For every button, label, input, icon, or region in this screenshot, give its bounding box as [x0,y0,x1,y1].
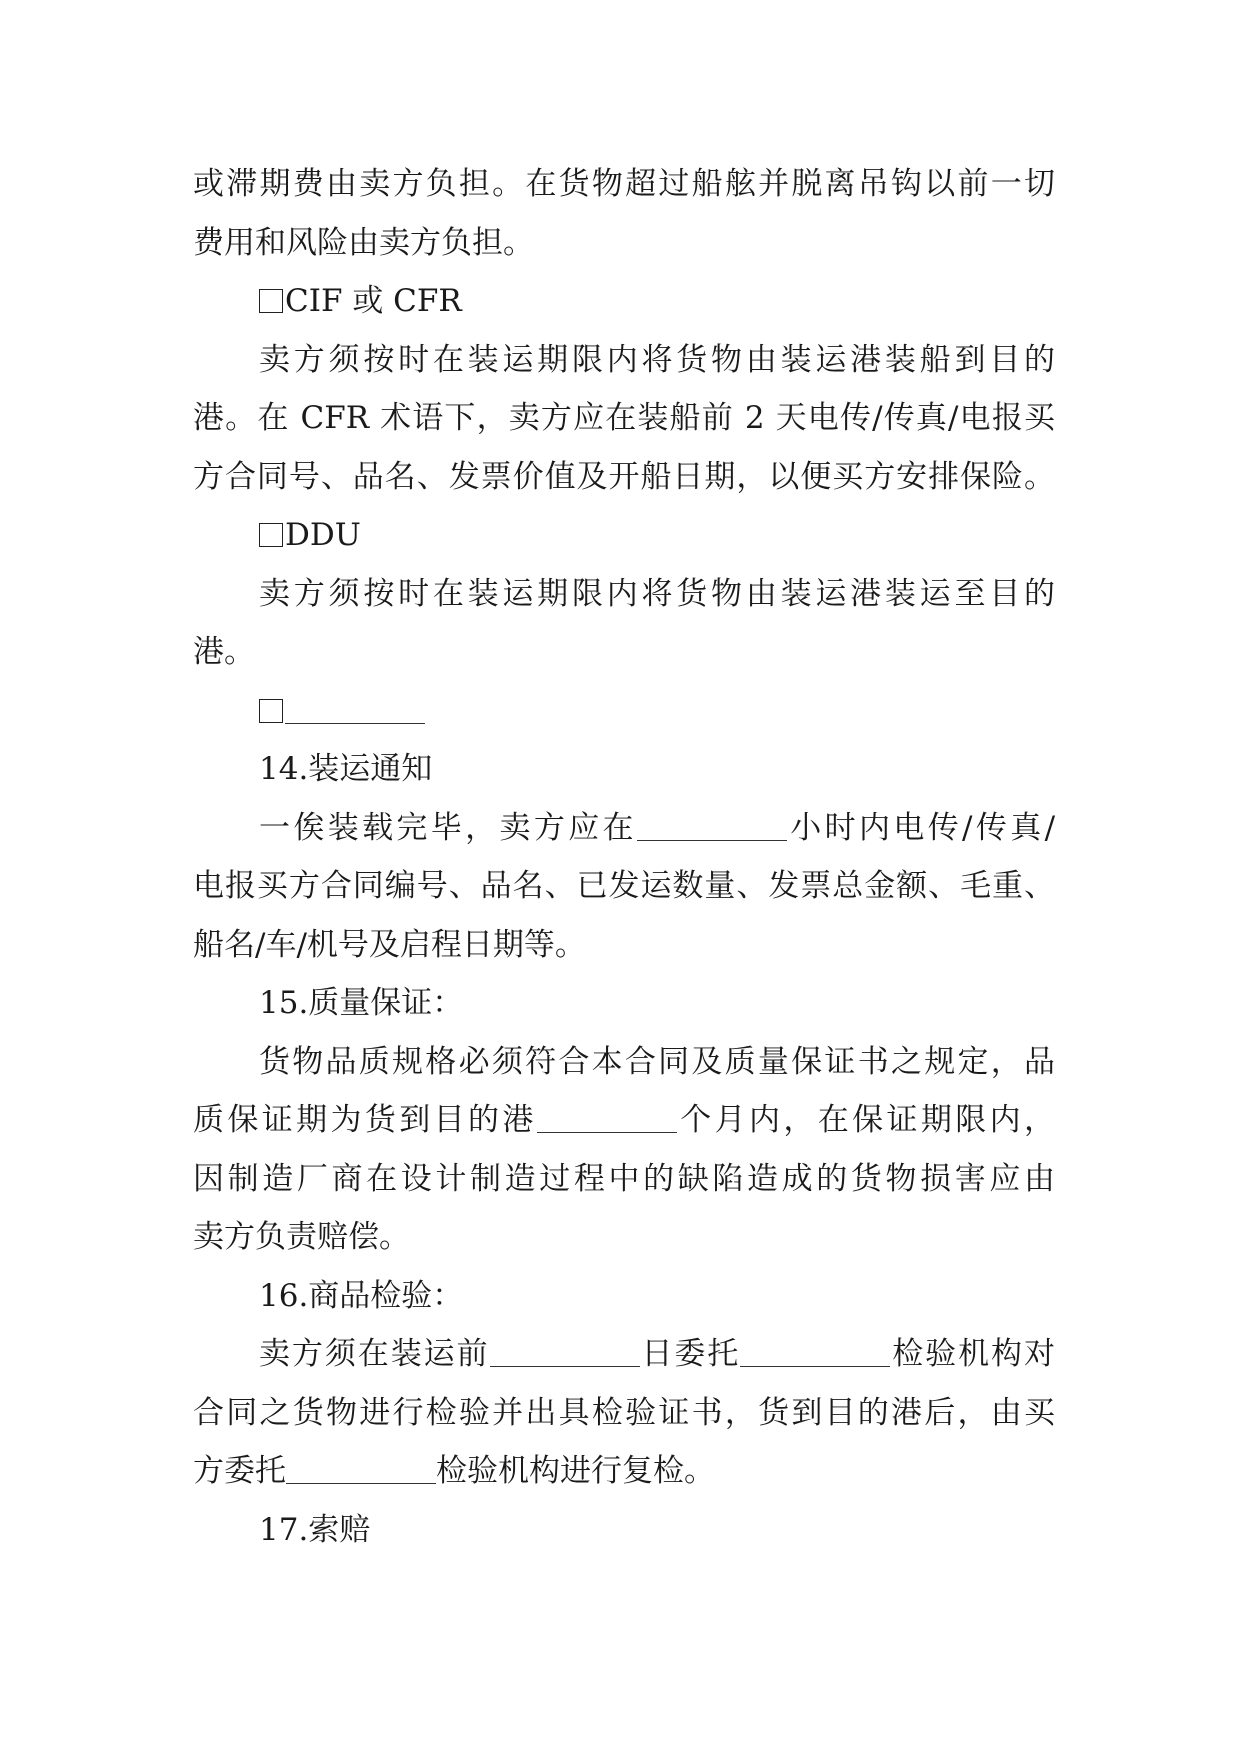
text-segment: 方委托 [193,1453,286,1489]
checkbox-label: CIF 或 CFR [285,283,462,319]
text-segment: 质保证期为货到目的港 [193,1102,537,1138]
text-line [193,1091,1055,1150]
text-line: 卖方负责赔偿。 [193,1219,410,1255]
checkbox-icon[interactable] [259,523,283,547]
section-heading: 14.装运通知 [259,751,433,787]
text-segment: 检验机构对 [890,1336,1055,1372]
text-line [193,1442,1055,1501]
document-page [193,155,1055,1559]
fill-in-blank[interactable] [490,1332,640,1367]
fill-in-blank[interactable] [285,689,425,724]
checkbox-icon[interactable] [259,699,283,723]
text-segment: 日委托 [639,1336,741,1372]
checkbox-icon[interactable] [259,289,283,313]
checkbox-option-ddu[interactable] [193,506,1055,565]
checkbox-option-other[interactable] [193,682,1055,741]
fill-in-blank[interactable] [537,1098,677,1133]
fill-in-blank[interactable] [286,1449,436,1484]
text-line: 卖方须按时在装运期限内将货物由装运港装运至目的 [259,575,1055,612]
text-line: 费用和风险由卖方负担。 [193,224,534,261]
text-segment: 小时内电传/传真/ [786,809,1055,846]
text-line: 货物品质规格必须符合本合同及质量保证书之规定，品 [259,1043,1055,1080]
section-heading: 15.质量保证： [259,985,464,1021]
text-line: 方合同号、品名、发票价值及开船日期，以便买方安排保险。 [193,458,1055,495]
text-line: 船名/车/机号及启程日期等。 [193,926,586,963]
text-line: 或滞期费由卖方负担。在货物超过船舷并脱离吊钩以前一切 [193,166,1055,202]
fill-in-blank[interactable] [637,806,787,841]
text-line: 电报买方合同编号、品名、已发运数量、发票总金额、毛重、 [193,868,1055,904]
section-heading: 16.商品检验： [259,1277,464,1314]
section-heading: 17.索赔 [259,1511,371,1548]
text-line: 合同之货物进行检验并出具检验证书，货到目的港后，由买 [193,1394,1055,1431]
text-segment: 个月内，在保证期限内， [676,1102,1055,1138]
text-line: 卖方须按时在装运期限内将货物由装运港装船到目的 [259,341,1055,378]
text-line [193,1325,1055,1384]
text-line: 港。在 CFR 术语下，卖方应在装船前 2 天电传/传真/电报买 [193,400,1055,436]
text-line: 因制造厂商在设计制造过程中的缺陷造成的货物损害应由 [193,1160,1055,1197]
text-segment: 一俟装载完毕，卖方应在 [259,809,637,846]
fill-in-blank[interactable] [740,1332,890,1367]
text-segment: 卖方须在装运前 [259,1336,490,1372]
text-line: 港。 [193,634,255,670]
text-line [193,799,1055,858]
checkbox-option-cif-cfr[interactable] [193,272,1055,331]
text-segment: 检验机构进行复检。 [436,1453,715,1489]
checkbox-label: DDU [285,517,361,553]
